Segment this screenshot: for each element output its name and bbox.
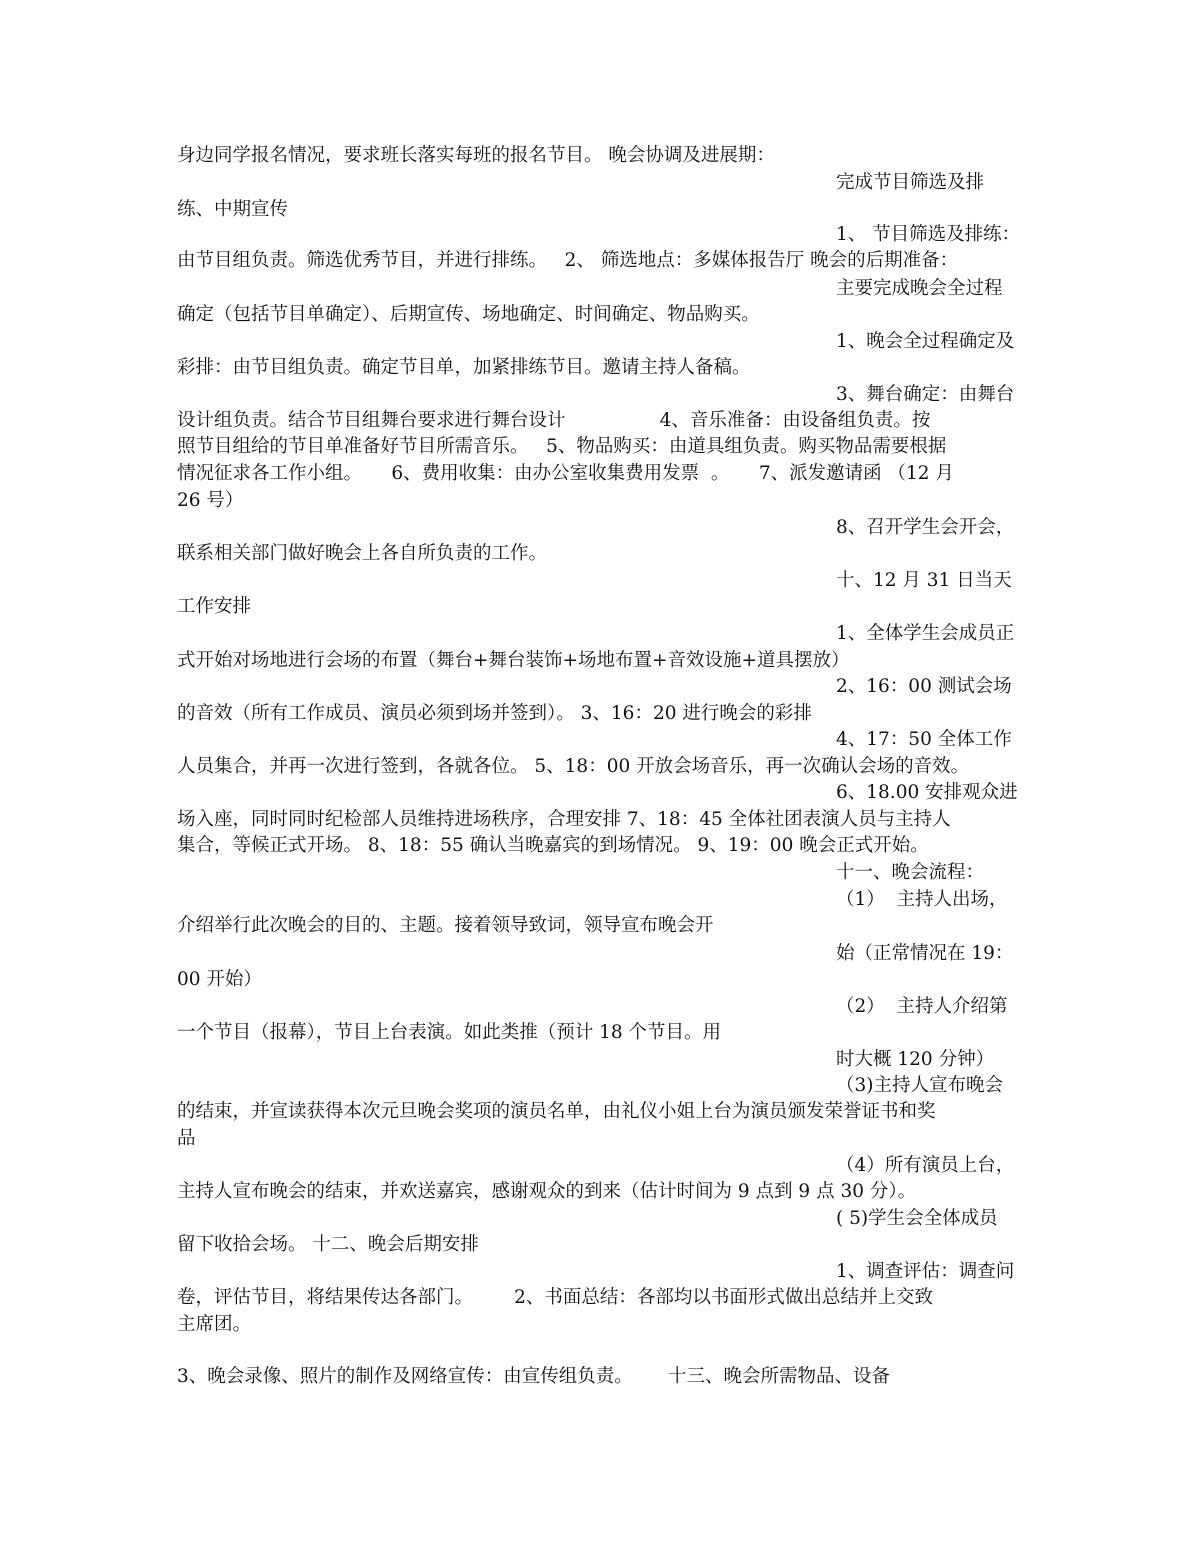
text-line: 4、17：50 全体工作 [836, 729, 1012, 750]
text-line: 主要完成晚会全过程 [836, 278, 1003, 299]
text-line: 集合，等候正式开场。 8、18：55 确认当晚嘉宾的到场情况。 9、19：00 晚会正式开始。 [177, 835, 929, 856]
text-line: 品 [177, 1128, 196, 1149]
text-line: 3、晚会录像、照片的制作及网络宣传：由宣传组负责。 十三、晚会所需物品、设备 [177, 1366, 891, 1387]
text-line: 1、晚会全过程确定及 [836, 331, 1015, 352]
text-line: 1、 节目筛选及排练： [836, 224, 1021, 245]
text-line: 情况征求各工作小组。 6、费用收集：由办公室收集费用发票 。 7、派发邀请函 （12 月 [177, 463, 954, 484]
text-line: 6、18.00 安排观众进 [836, 782, 1018, 803]
text-line: 的结束，并宣读获得本次元旦晚会奖项的演员名单，由礼仪小姐上台为演员颁发荣誉证书和奖 [177, 1101, 936, 1122]
text-line: 场入座，同时同时纪检部人员维持进场秩序，合理安排 7、18：45 全体社团表演人员与主持人 [177, 809, 951, 830]
text-line: 1、全体学生会成员正 [836, 623, 1015, 644]
text-line: 00 开始） [177, 969, 262, 990]
text-line: 26 号） [177, 490, 244, 511]
text-line: 十一、晚会流程： [836, 862, 985, 883]
text-line: 确定（包括节目单确定）、后期宣传、场地确定、时间确定、物品购买。 [177, 304, 760, 325]
text-line: 人员集合，并再一次进行签到，各就各位。 5、18：00 开放会场音乐，再一次确认会场的音效。 [177, 756, 970, 777]
text-line: 3、舞台确定：由舞台 [836, 384, 1015, 405]
text-line: ( 5)学生会全体成员 [836, 1208, 998, 1229]
text-line: 始（正常情况在 19： [836, 943, 1014, 964]
text-line: （2） 主持人介绍第 [836, 996, 1008, 1017]
text-line: 工作安排 [177, 596, 252, 617]
text-line: 的音效（所有工作成员、演员必须到场并签到）。 3、16：20 进行晚会的彩排 [177, 703, 812, 724]
text-line: 时大概 120 分钟） [836, 1049, 995, 1070]
text-line: 介绍举行此次晚会的目的、主题。接着领导致词，领导宣布晚会开 [177, 915, 714, 936]
text-line: 身边同学报名情况，要求班长落实每班的报名节目。 晚会协调及进展期： [177, 145, 775, 166]
text-line: 8、召开学生会开会， [836, 517, 1015, 538]
text-line: 1、调查评估：调查问 [836, 1261, 1015, 1282]
text-line: 完成节目筛选及排 [836, 172, 985, 193]
text-line: 十、12 月 31 日当天 [836, 570, 1012, 591]
text-line: 式开始对场地进行会场的布置（舞台+舞台装饰+场地布置+音效设施+道具摆放） [177, 650, 850, 671]
text-line: （4）所有演员上台， [836, 1155, 1015, 1176]
text-line: 主席团。 [177, 1314, 252, 1335]
text-line: （3)主持人宣布晚会 [836, 1075, 1003, 1096]
text-line: 留下收拾会场。 十二、晚会后期安排 [177, 1234, 479, 1255]
text-line: 2、16：00 测试会场 [836, 676, 1012, 697]
text-line: 设计组负责。结合节目组舞台要求进行舞台设计 4、音乐准备：由设备组负责。按 [177, 410, 931, 431]
text-line: 卷，评估节目，将结果传达各部门。 2、书面总结：各部均以书面形式做出总结并上交致 [177, 1287, 933, 1308]
text-line: 联系相关部门做好晚会上各自所负责的工作。 [177, 543, 548, 564]
text-line: 由节目组负责。筛选优秀节目，并进行排练。 2、 筛选地点：多媒体报告厅 晚会的后期准备： [177, 250, 959, 271]
text-line: （1） 主持人出场， [836, 889, 1008, 910]
text-line: 一个节目（报幕），节目上台表演。如此类推（预计 18 个节目。用 [177, 1022, 722, 1043]
text-line: 练、中期宣传 [177, 199, 289, 220]
text-line: 主持人宣布晚会的结束，并欢送嘉宾，感谢观众的到来（估计时间为 9 点到 9 点 30 分）。 [177, 1181, 917, 1202]
text-line: 彩排：由节目组负责。确定节目单，加紧排练节目。邀请主持人备稿。 [177, 357, 751, 378]
text-line: 照节目组给的节目单准备好节目所需音乐。 5、物品购买：由道具组负责。购买物品需要根据 [177, 436, 947, 457]
